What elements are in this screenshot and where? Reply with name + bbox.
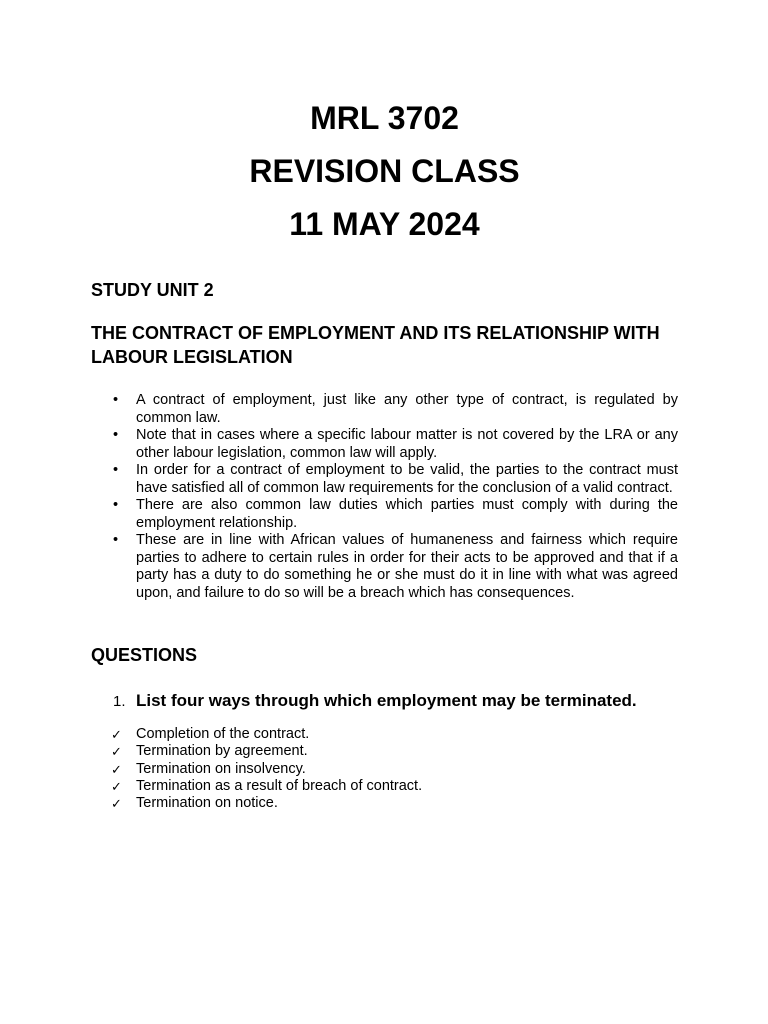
bullet-icon: • xyxy=(113,532,119,548)
bullet-icon: • xyxy=(113,497,119,513)
course-code: MRL 3702 xyxy=(310,100,459,136)
document-title xyxy=(91,92,678,251)
class-name: REVISION CLASS xyxy=(249,153,520,189)
checkmark-icon: ✓ xyxy=(111,778,122,794)
checkmark-icon: ✓ xyxy=(111,744,122,760)
list-item xyxy=(91,497,678,532)
class-date: 11 MAY 2024 xyxy=(289,206,480,242)
bullet-icon: • xyxy=(113,462,119,478)
questions-heading: QUESTIONS xyxy=(91,645,198,665)
list-item xyxy=(91,427,678,462)
study-unit-label: STUDY UNIT 2 xyxy=(91,280,214,300)
question-item xyxy=(91,690,678,712)
list-item-text: Note that in cases where a specific labour matter is not covered by the LRA or any other labour legislation, common law will apply. xyxy=(136,427,678,461)
answer-text: Termination as a result of breach of contract. xyxy=(136,777,423,794)
answer-text: Completion of the contract. xyxy=(136,726,310,742)
list-item-text: A contract of employment, just like any other type of contract, is regulated by common law. xyxy=(136,392,678,426)
checkmark-icon: ✓ xyxy=(111,796,122,812)
list-item-text: There are also common law duties which parties must comply with during the employment relationship. xyxy=(136,497,678,531)
list-item-text: In order for a contract of employment to be valid, the parties to the contract must have satisfied all of common law requirements for the conclusion of a valid contract. xyxy=(136,462,678,496)
list-item-text: These are in line with African values of humaneness and fairness which require parties to adhere to certain rules in order for their acts to be approved and that if a party has a duty to do something he or she must do it in line with what was agreed upon, and failure to do so will be a breach which has consequences. xyxy=(136,532,678,601)
checkmark-icon: ✓ xyxy=(111,761,122,777)
list-item xyxy=(91,532,678,602)
bullet-list xyxy=(91,392,678,602)
answer-text: Termination by agreement. xyxy=(136,743,308,760)
answer-item xyxy=(91,726,678,743)
answer-item xyxy=(91,743,678,760)
answer-text: Termination on notice. xyxy=(136,795,278,812)
answer-list xyxy=(91,726,678,812)
list-item xyxy=(91,392,678,427)
question-number: 1. xyxy=(113,693,126,710)
bullet-icon: • xyxy=(113,427,119,443)
study-unit-title: THE CONTRACT OF EMPLOYMENT AND ITS RELATIONSHIP WITH LABOUR LEGISLATION xyxy=(91,323,660,367)
list-item xyxy=(91,462,678,497)
answer-text: Termination on insolvency. xyxy=(136,760,306,777)
bullet-icon: • xyxy=(113,392,119,408)
question-text: List four ways through which employment may be terminated. xyxy=(136,691,637,710)
checkmark-icon: ✓ xyxy=(111,727,122,742)
answer-item xyxy=(91,795,678,812)
answer-item xyxy=(91,761,678,778)
answer-item xyxy=(91,778,678,795)
question-list xyxy=(91,690,678,712)
